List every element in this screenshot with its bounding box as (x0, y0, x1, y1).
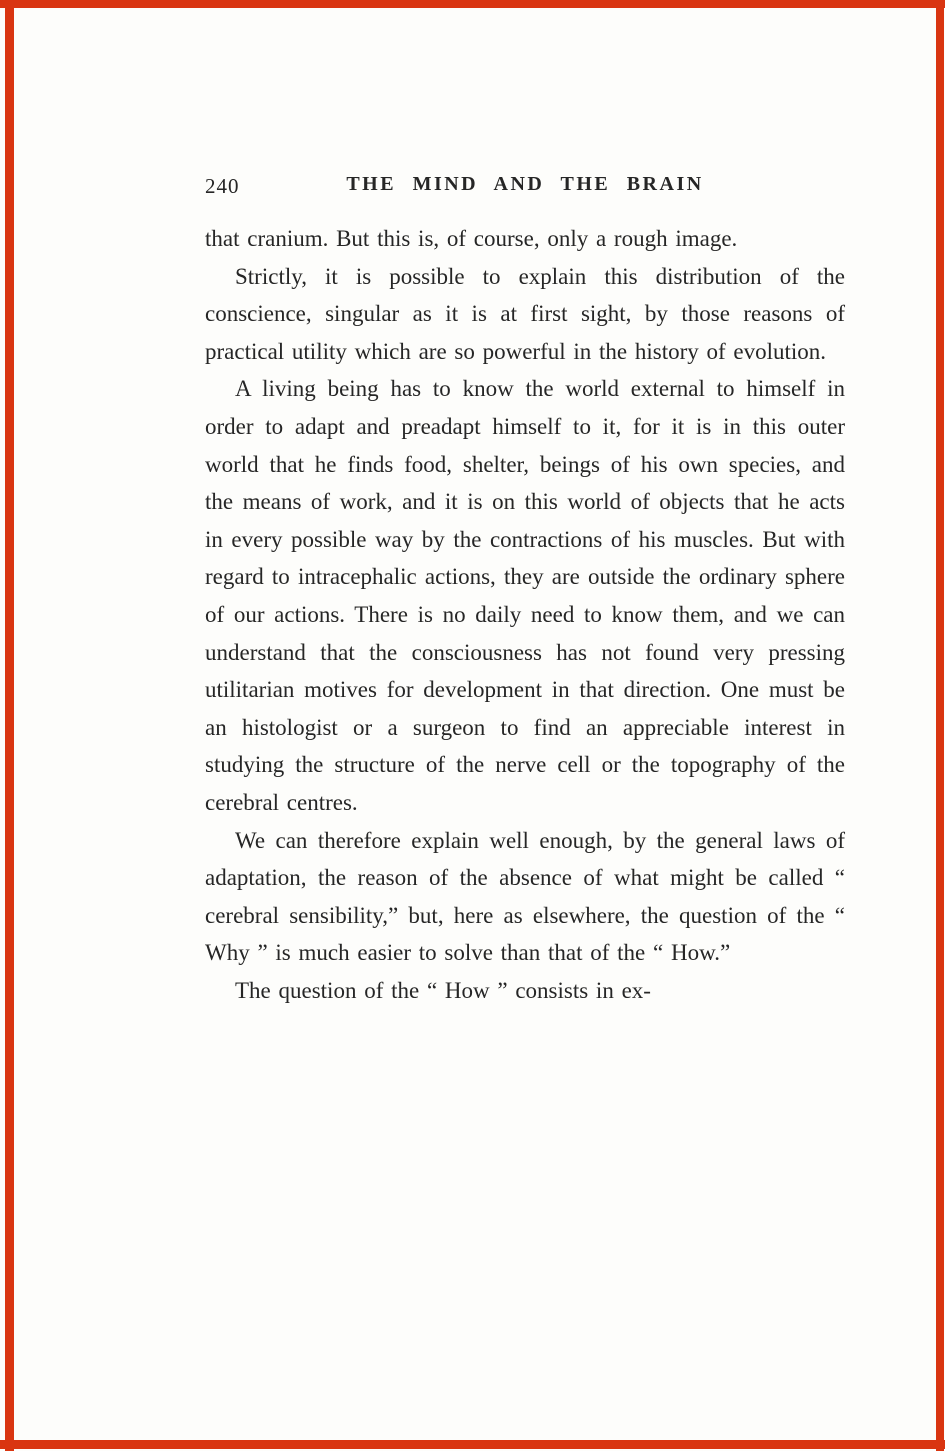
scan-edge-right (936, 0, 944, 1451)
paragraph: Strictly, it is possible to explain this distribution of the conscience, singular as it is at first sight, by those reasons of practical utility which are so powerful in the history of evolution. (205, 263, 845, 364)
paragraph: that cranium. But this is, of course, only a rough image. (205, 226, 738, 251)
scan-edge-top (0, 0, 945, 8)
body-text (205, 220, 845, 1009)
paragraph: A living being has to know the world external to himself in order to adapt and preadapt himself to it, for it is in this outer world that he finds food, shelter, beings of his own species, and the means of work, and it is on this world of objects that he acts in every possible way by the contractions of his muscles. But with regard to intracephalic actions, they are outside the ordinary sphere of our actions. There is no daily need to know them, and we can understand that the consciousness has not found very pressing utilitarian motives for development in that direction. One must be an histologist or a surgeon to find an appreciable interest in studying the structure of the nerve cell or the topography of the cerebral centres. (205, 376, 845, 815)
page-header (205, 172, 845, 202)
page-number: 240 (205, 174, 240, 198)
scan-edge-bottom (0, 1440, 945, 1449)
page-content (205, 172, 845, 1009)
scan-edge-left (5, 0, 14, 1451)
paragraph: The question of the “ How ” consists in ex- (235, 977, 651, 1003)
running-title: THE MIND AND THE BRAIN (346, 173, 704, 195)
paragraph: We can therefore explain well enough, by the general laws of adaptation, the reason of the absence of what might be called “ cerebral sensibility,” but, here as elsewhere, the question of the “ Why ” is much easier to solve than that of the “ How.” (205, 827, 845, 966)
